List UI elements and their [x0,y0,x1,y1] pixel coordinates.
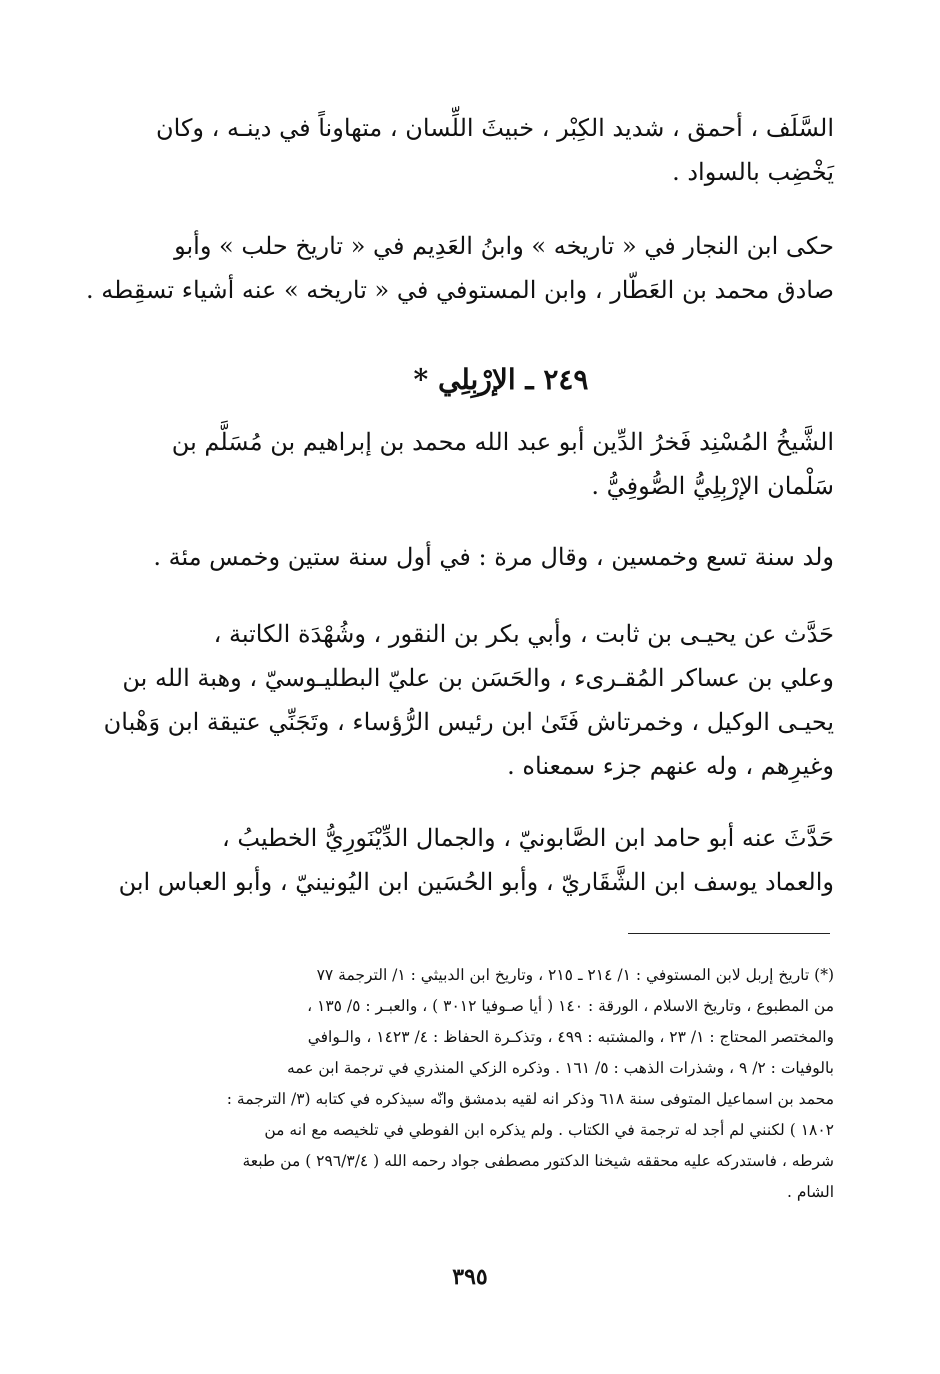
footnote-line: والمختصر المحتاج : ١/ ٢٣ ، والمشتبه : ٤٩٩ ، وتذكـرة الحفاظ : ٤/ ١٤٢٣ ، والـوافي [307,1028,834,1046]
text-line: ولد سنة تسع وخمسين ، وقال مرة : في أول سنة ستين وخمس مئة . [153,543,834,571]
text-line: السَّلَف ، أحمق ، شديد الكِبْر ، خبيثَ اللِّسان ، متهاوناً في دينـه ، وكان [156,114,834,142]
continuation-paragraph [156,106,834,194]
footnote [168,960,834,1208]
text-line: حَدَّث عن يحيـى بن ثابت ، وأبي بكر بن النقور ، وشُهْدَة الكاتبة ، [213,620,834,648]
text-line: سَلْمان الإرْبِلِيُّ الصُّوفِيُّ . [591,472,834,500]
page-number: ٣٩٥ [452,1264,488,1290]
text-line: حَدَّثَ عنه أبو حامد ابن الصَّابونيّ ، والجمال الدِّيْنَورِيُّ الخطيبُ ، [222,824,834,852]
intro-paragraph [168,420,834,508]
text-line: والعماد يوسف ابن الشَّقَاريّ ، وأبو الحُسَين ابن اليُونينيّ ، وأبو العباس ابن [118,868,834,896]
text-line: الشَّيخُ المُسْنِد فَخرُ الدِّين أبو عبد الله محمد بن إبراهيم بن مُسَلَّم بن [171,428,834,456]
footnote-line: (*) تاريخ إربل لابن المستوفي : ١/ ٢١٤ ـ ٢١٥ ، وتاريخ ابن الدبيثي : ١/ الترجمة ٧٧ [316,966,834,984]
text-line: صادق محمد بن العَطّار ، وابن المستوفي في « تاريخه » عنه أشياء تسقِطه . [86,276,834,304]
footnote-separator [628,933,830,934]
students-paragraph [118,816,834,904]
text-line: وعلي بن عساكر المُقـرىء ، والحَسَن بن عليّ البطليـوسيّ ، وهبة الله بن [122,664,834,692]
text-line: حكى ابن النجار في « تاريخه » وابنُ العَدِيم في « تاريخ حلب » وأبو [174,232,834,260]
text-line: يحيـى الوكيل ، وخمرتاش فَتَىٰ ابن رئيس الرُّؤساء ، وتَجَنِّي عتيقة ابن وَهْبان [103,708,834,736]
footnote-line: الشام . [786,1183,834,1201]
text-line: وغيرِهم ، وله عنهم جزء سمعناه . [507,752,834,780]
footnote-line: ١٨٠٢ ) لكنني لم أجد له ترجمة في الكتاب . ولم يذكره ابن الفوطي في تلخيصه مع انه من [264,1121,834,1139]
birth-paragraph [153,535,834,579]
text-line: يَخْضِب بالسواد . [672,158,834,186]
entry-heading: ٢٤٩ ـ الإرْبِلِي * [413,363,589,396]
footnote-line: من المطبوع ، وتاريخ الاسلام ، الورقة : ١٤٠ ( أيا صـوفيا ٣٠١٢ ) ، والعبـر : ٥/ ١٣٥ ، [307,997,834,1015]
footnote-line: محمد بن اسماعيل المتوفى سنة ٦١٨ وذكر انه لقيه بدمشق وانّه سيذكره في كتابه (٣/ الترجمة : [226,1090,834,1108]
sources-paragraph [86,224,834,312]
teachers-paragraph [103,612,834,788]
footnote-line: شرطه ، فاستدركه عليه محققه شيخنا الدكتور مصطفى جواد رحمه الله ( ٢٩٦/٣/٤ ) من طبعة [242,1152,834,1170]
footnote-line: بالوفيات : ٢/ ٩ ، وشذرات الذهب : ٥/ ١٦١ . وذكره الزكي المنذري في ترجمة ابن عمه [286,1059,834,1077]
